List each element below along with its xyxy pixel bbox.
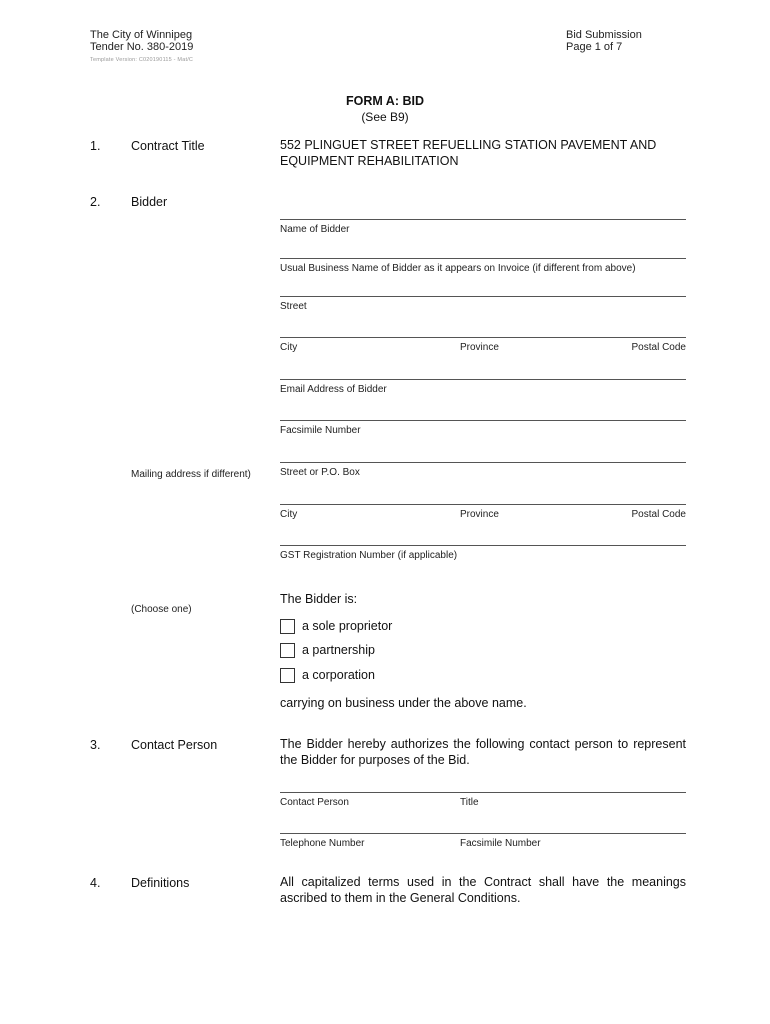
contract-title-line2: EQUIPMENT REHABILITATION: [280, 154, 459, 168]
bidder-is-label: The Bidder is:: [280, 592, 358, 606]
contact-person-text: The Bidder hereby authorizes the following contact person to represent the Bidder for purposes of the Bid.: [280, 737, 686, 767]
mailing-postal-label: Postal Code: [631, 509, 686, 520]
tender-number: Tender No. 380-2019: [90, 41, 194, 53]
contact-person-label: Contact Person: [280, 797, 349, 808]
section-4-number: 4.: [90, 876, 101, 890]
mailing-city-label: City: [280, 509, 298, 520]
postal-code-label: Postal Code: [631, 342, 686, 353]
fax-label: Facsimile Number: [280, 425, 361, 436]
submission-label: Bid Submission: [566, 29, 642, 41]
email-label: Email Address of Bidder: [280, 384, 387, 395]
sole-proprietor-checkbox[interactable]: [280, 619, 295, 634]
bidder-name-field[interactable]: [280, 219, 686, 220]
contact-fax-label: Facsimile Number: [460, 838, 541, 849]
mailing-address-label: Mailing address if different): [131, 469, 251, 480]
corporation-checkbox[interactable]: [280, 668, 295, 683]
mailing-street-label: Street or P.O. Box: [280, 467, 360, 478]
usual-name-label: Usual Business Name of Bidder as it appears on Invoice (if different from above): [280, 263, 636, 274]
contact-person-field[interactable]: [280, 792, 686, 793]
contract-title-line1: 552 PLINGUET STREET REFUELLING STATION PAVEMENT AND: [280, 138, 657, 152]
section-3-number: 3.: [90, 738, 101, 752]
mailing-province-label: Province: [460, 509, 499, 520]
email-field[interactable]: [280, 379, 686, 380]
form-title: FORM A: BID: [346, 94, 424, 108]
definitions-text: All capitalized terms used in the Contract shall have the meanings ascribed to them in the General Conditions.: [280, 875, 686, 905]
city-province-postal-field[interactable]: [280, 337, 686, 338]
usual-name-field[interactable]: [280, 258, 686, 259]
section-2-number: 2.: [90, 195, 101, 209]
sole-proprietor-label: a sole proprietor: [302, 619, 393, 633]
telephone-fax-field[interactable]: [280, 833, 686, 834]
mailing-street-field[interactable]: [280, 462, 686, 463]
contact-title-label: Title: [460, 797, 479, 808]
province-label: Province: [460, 342, 499, 353]
section-1-number: 1.: [90, 139, 101, 153]
partnership-label: a partnership: [302, 643, 375, 657]
gst-label: GST Registration Number (if applicable): [280, 550, 458, 561]
partnership-checkbox[interactable]: [280, 643, 295, 658]
template-version: Template Version: C020190115 - Mat/C: [90, 57, 194, 63]
page-number: Page 1 of 7: [566, 41, 623, 53]
choose-one-label: (Choose one): [131, 604, 192, 615]
bidder-name-label: Name of Bidder: [280, 224, 350, 235]
telephone-label: Telephone Number: [280, 838, 365, 849]
city-label: City: [280, 342, 298, 353]
street-label: Street: [280, 301, 307, 312]
corporation-label: a corporation: [302, 668, 375, 682]
section-4-label: Definitions: [131, 876, 190, 890]
street-field[interactable]: [280, 296, 686, 297]
section-1-label: Contract Title: [131, 139, 205, 153]
org-name: The City of Winnipeg: [90, 29, 193, 41]
fax-field[interactable]: [280, 420, 686, 421]
mailing-city-field[interactable]: [280, 504, 686, 505]
section-3-label: Contact Person: [131, 738, 218, 752]
form-subtitle: (See B9): [361, 110, 409, 124]
carrying-on-business-text: carrying on business under the above name.: [280, 696, 527, 710]
gst-field[interactable]: [280, 545, 686, 546]
section-2-label: Bidder: [131, 195, 168, 209]
